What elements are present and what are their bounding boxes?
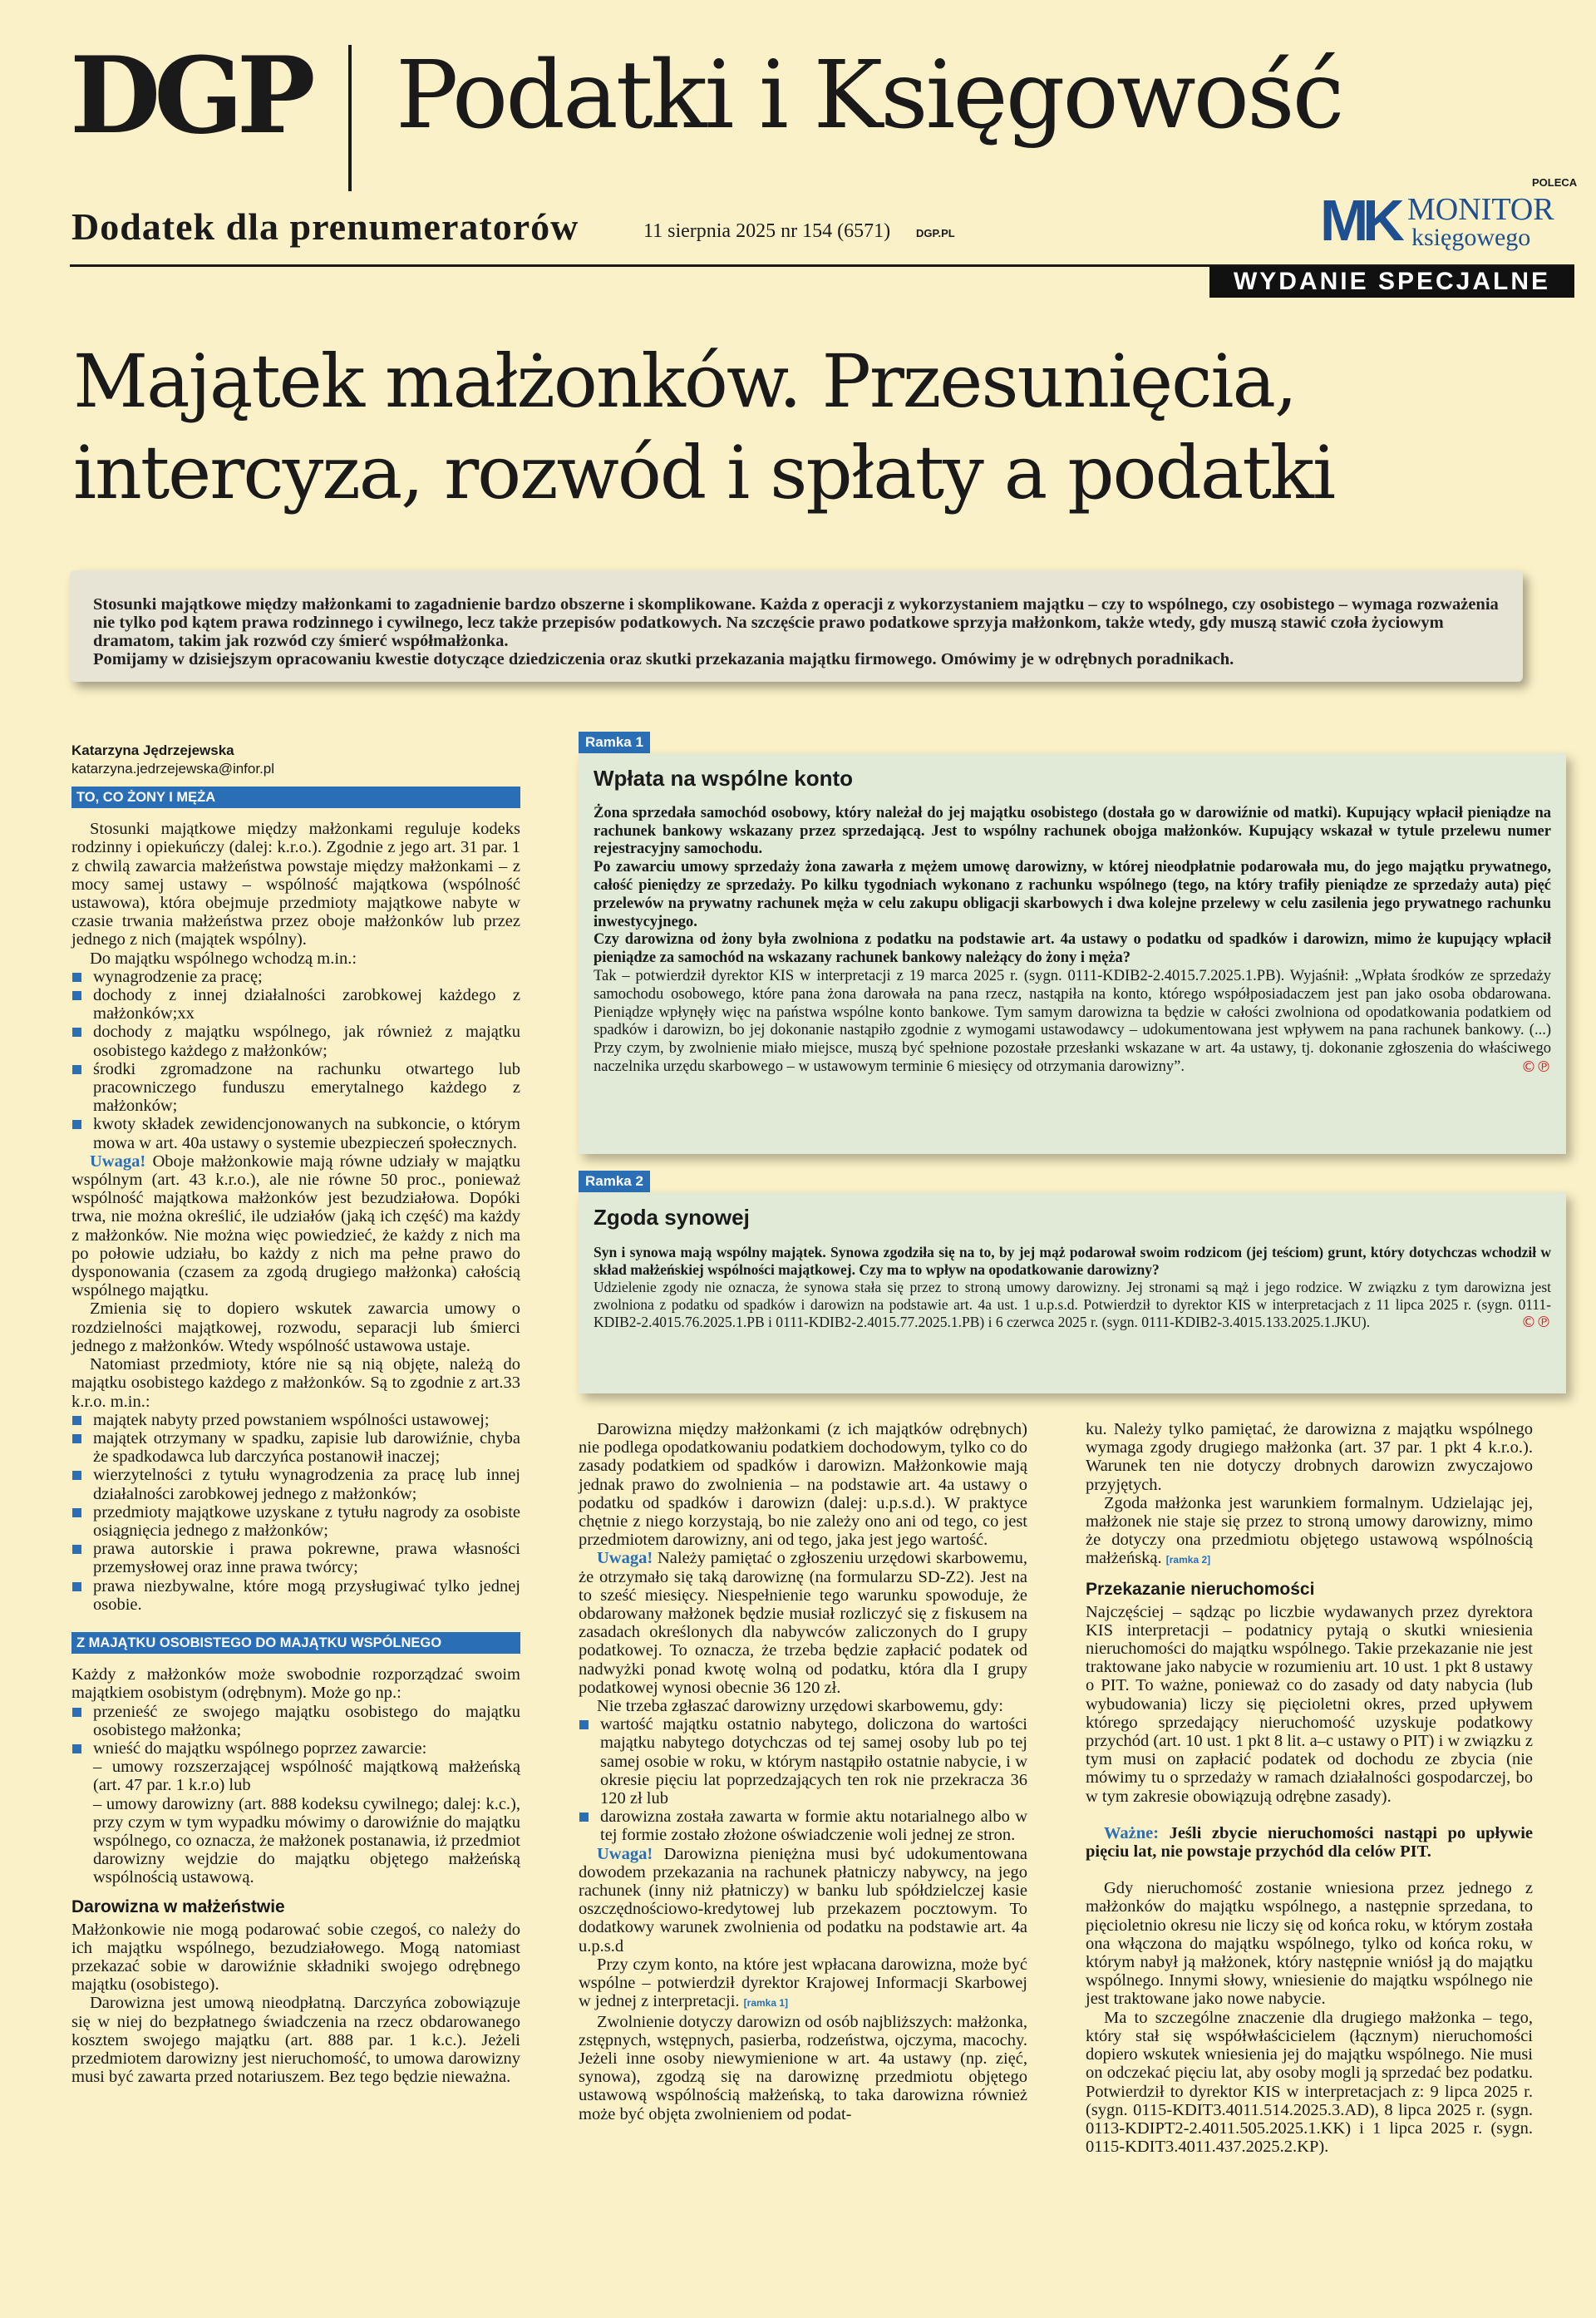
paragraph [579, 1956, 1027, 2013]
paragraph: Małżonkowie nie mogą podarować sobie czegoś, co należy do ich majątku wspólnego, bezudziałowego. Mogą natomiast przekazać sobie w darowiźnie składniki swojego odrębnego majątku (osobistego). [71, 1920, 520, 1995]
section-header: TO, CO ŻONY I MĘŻA [71, 787, 520, 808]
important-text: Jeśli zbycie nieruchomości nastąpi po upływie pięciu lat, nie powstaje przychód dla celów PIT. [1086, 1823, 1533, 1862]
list-item: prawa niezbywalne, które mogą przysługiwać tylko jednej osobie. [71, 1577, 520, 1614]
headline-line-1: Majątek małżonków. Przesunięcia, [73, 338, 1296, 424]
note-label: Uwaga! [90, 1152, 146, 1171]
bullet-list [71, 968, 520, 1152]
bullet-list [71, 1411, 520, 1614]
paragraph: Zmienia się to dopiero wskutek zawarcia umowy o rozdzielności majątkowej, rozwodu, separacji lub śmierci jednego z małżonków. Wtedy wspólność ustawowa ustaje. [71, 1300, 520, 1355]
dgp-logo: DGP [70, 34, 309, 157]
sub-item: – umowy darowizny (art. 888 kodeksu cywilnego; dalej: k.c.), przy czym w tym wypadku mówimy o darowiźnie do majątku wspólnego, co oznacza, że małżonek postanawia, iż przedmiot darowizny wejdzie do majątku objętego małżeńską wspólnością ustawową. [93, 1794, 520, 1887]
monitor-logo-line2: księgowego [1411, 224, 1531, 251]
masthead-divider [348, 45, 352, 191]
list-item: przedmioty majątkowe uzyskane z tytułu nagrody za osobiste osiągnięcia jednego z małżonków; [71, 1503, 520, 1540]
note-paragraph [71, 1152, 520, 1300]
box-1-answer-text: Tak – potwierdził dyrektor KIS w interpretacji z 19 marca 2025 r. (sygn. 0111-KDIB2-2.4015.7.2025.1.PB). Wyjaśnił: „Wpłata środków ze sprzedaży samochodu osobowego, które pana żona darowała na pana rzecz, nastąpiła na konto, którego współposiadaczem jest pan jako osoba obdarowana. Pieniądze wpłynęły więc na państwa wspólne konto bankowe. Tym samym darowizna ta będzie w całości zwolniona od opodatkowania podatkiem od spadków i darowizn, bo jej dokonanie nastąpiło zgodnie z wymogami ustawodawcy – udokumentowana jest wpływem na pana rachunek bankowy. (...) Przy czym, by zwolnienie miało miejsce, muszą być spełnione pozostałe przesłanki wskazane w art. 4a ustawy, tj. dokonanie zgłoszenia do właściwego naczelnika urzędu skarbowego – w ustawowym terminie 6 miesięcy od otrzymania darowizny”. [594, 967, 1551, 1075]
bullet-list [579, 1715, 1027, 1844]
subheading: Darowizna w małżeństwie [71, 1896, 285, 1916]
list-item: dochody z innej działalności zarobkowej każdego z małżonków;xx [71, 986, 520, 1023]
author-block [71, 742, 520, 778]
issue-info: 11 sierpnia 2025 nr 154 (6571) [643, 220, 891, 242]
lead-paragraph-1: Stosunki majątkowe między małżonkami to zagadnienie bardzo obszerne i skomplikowane. Każda z operacji z wykorzystaniem majątku – czy to wspólnego, czy osobistego – wymaga rozważenia nie tylko pod kątem prawa rodzinnego i cywilnego, lecz także przepisów podatkowych. Na szczęście prawo podatkowe sprzyja małżonkom, także wtedy, gdy muszą stawić czoła życiowym dramatom, takim jak rozwód czy śmierć współmałżonka. [93, 595, 1499, 650]
paragraph: Nie trzeba zgłaszać darowizny urzędowi skarbowemu, gdy: [597, 1697, 1003, 1716]
box-2-title: Zgoda synowej [594, 1205, 750, 1230]
list-item: wynagrodzenie za pracę; [71, 968, 520, 986]
note-paragraph [579, 1845, 1027, 1956]
note-text: Oboje małżonkowie mają równe udziały w majątku wspólnym (art. 43 k.r.o.), ale nie równe 50 proc., ponieważ wspólność majątkowa małżonków jest bezudziałowa. Dopóki trwa, nie można określić, ile udziałów (jaką ich część) ma każdy z małżonków. Nie można więc powiedzieć, że każdy z nich ma po połowie udziału, bo każdy z nich ma pełne prawo do dysponowania (czasem za zgodą drugiego małżonka) całością wspólnego majątku. [71, 1152, 520, 1300]
paragraph-text: Zgoda małżonka jest warunkiem formalnym. Udzielając jej, małżonek nie staje się przez to stroną umowy darowizny, mimo że dotyczy ona przedmiotu objętego ustawową wspólnością małżeńską. [1086, 1493, 1533, 1568]
paragraph: Każdy z małżonków może swobodnie rozporządzać swoim majątkiem osobistym (odrębnym). Może go np.: [71, 1665, 520, 1703]
paragraph [1086, 1494, 1533, 1570]
list-item: majątek nabyty przed powstaniem wspólności ustawowej; [71, 1411, 520, 1429]
author-name: Katarzyna Jędrzejewska [71, 742, 234, 758]
box-1-question: Po zawarciu umowy sprzedaży żona zawarła z mężem umowę darowizny, w której nieodpłatnie podarowała mu, do jego majątku prywatnego, całość pieniędzy ze sprzedaży. Po kilku tygodniach wykonano z rachunku wspólnego (tego, na który trafiły pieniądze ze sprzedaży auta) pięć przelewów na prywatny rachunek męża w celu zakupu obligacji skarbowych i dwa kolejne przelewy w celu zasilenia jego prywatnego rachunku inwestycyjnego. [594, 859, 1551, 930]
list-item: prawa autorskie i prawa pokrewne, prawa własności przemysłowej oraz inne prawa twórcy; [71, 1540, 520, 1576]
list-item: środki zgromadzone na rachunku otwartego lub pracowniczego funduszu emerytalnego każdego z małżonków; [71, 1060, 520, 1116]
supplement-label: Dodatek dla prenumeratorów [71, 205, 579, 248]
lead-box [70, 570, 1523, 682]
box-2-tag: Ramka 2 [579, 1171, 650, 1192]
paragraph: Natomiast przedmioty, które nie są nią objęte, należą do majątku osobistego każdego z małżonków. Są to zgodnie z art.33 k.r.o. m.in.: [71, 1355, 520, 1411]
copyright-icon: ©℗ [1521, 1058, 1551, 1076]
paragraph: Najczęściej – sądząc po liczbie wydawanych przez dyrektora KIS interpretacji – podatnicy pytają o skutki wniesienia nieruchomości do majątku wspólnego. Takie przekazanie nie jest traktowane jako nabycie w rozumieniu art. 10 ust. 1 pkt 8 ustawy o PIT. To ważne, ponieważ co do zasady od daty nabycia (lub wybudowania) liczy się pięcioletni okres, przed upływem którego sprzedający nieruchomość uzyskuje podatkowy przychód (art. 10 ust. 1 pkt 8 lit. a–c ustawy o PIT) i w związku z tym musi on zapłacić podatek od dochodu ze zbycia (nie mówimy tu o sprzedaży w ramach działalności gospodarczej, bo w tym zakresie obowiązują odrębne zasady). [1086, 1602, 1533, 1806]
lead-paragraph-2: Pomijamy w dzisiejszym opracowaniu kwestie dotyczące dziedziczenia oraz skutki przekazania majątku firmowego. Omówimy je w odrębnych poradnikach. [93, 650, 1234, 668]
box-1-answer [594, 968, 1551, 1077]
list-item: wnieść do majątku wspólnego poprzez zawarcie: [71, 1739, 520, 1758]
column-3 [1086, 1420, 1533, 2156]
box-1-question: Czy darowizna od żony była zwolniona z podatku na podstawie art. 4a ustawy o podatku od spadków i darowizn, mimo że kupujący wpłacił pieniądze za samochód na wskazany rachunek bankowy należący do żony i męża? [594, 931, 1551, 967]
section-header: Z MAJĄTKU OSOBISTEGO DO MAJĄTKU WSPÓLNEGO [71, 1632, 520, 1654]
list-item: przenieść ze swojego majątku osobistego do majątku osobistego małżonka; [71, 1703, 520, 1739]
copyright-icon: ©℗ [1521, 1313, 1551, 1331]
box-1-title: Wpłata na wspólne konto [594, 766, 854, 791]
box-1-reference[interactable]: [ramka 1] [743, 1997, 789, 2010]
list-item: wartość majątku ostatnio nabytego, doliczona do wartości majątku nabytego dotychczas od tej samej osoby lub po tej samej osobie w roku, w którym nastąpiło ostatnie nabycie, i w okresie pięciu lat poprzedzających ten rok nie przekracza 36 120 zł lub [579, 1715, 1027, 1808]
paragraph: Zwolnienie dotyczy darowizn od osób najbliższych: małżonka, zstępnych, wstępnych, pasierba, rodzeństwa, ojczyma, macochy. Jeżeli inne osoby niewymienione w art. 4a ustawy (np. zięć, synowa), zgodzą się na darowiznę przedmiotu objętego ustawową wspólnością małżeńską, to taka darowizna również może być objęta zwolnieniem od podat- [579, 2012, 1027, 2123]
list-item: darowizna została zawarta w formie aktu notarialnego albo w tej formie zostało złożone oświadczenie woli jednej ze stron. [579, 1808, 1027, 1844]
box-2-answer [594, 1279, 1551, 1331]
note-label: Uwaga! [597, 1844, 653, 1863]
box-1 [579, 753, 1566, 1154]
box-2-answer-text: Udzielenie zgody nie oznacza, że synowa stała się przez to stroną umowy darowizny. Jej stronami są mąż i jego rodzice. W związku z tym darowizna jest zwolniona z podatku od spadków i darowizn na podstawie art. 4a ust. 1 u.p.s.d. Potwierdził to dyrektor KIS w interpretacjach z 11 lipca 2025 r. (sygn. 0111-KDIB2-2.4015.76.2025.1.PB i 0111-KDIB2-2.4015.77.2025.1.PB) i 6 czerwca 2025 r. (sygn. 0111-KDIB2-3.4015.133.2025.1.JKU). [594, 1278, 1551, 1330]
site-label: DGP.PL [916, 227, 955, 239]
column-1 [71, 742, 520, 2086]
bullet-list [71, 1703, 520, 1758]
column-2 [579, 1420, 1027, 2123]
author-email[interactable]: katarzyna.jedrzejewska@infor.pl [71, 761, 275, 777]
paragraph: Do majątku wspólnego wchodzą m.in.: [90, 949, 357, 968]
list-item: majątek otrzymany w spadku, zapisie lub darowiźnie, chyba że spadkodawca lub darczyńca postanowił inaczej; [71, 1429, 520, 1466]
list-item: kwoty składek zewidencjonowanych na subkoncie, o którym mowa w art. 40a ustawy o systemie ubezpieczeń społecznych. [71, 1115, 520, 1152]
paragraph: Stosunki majątkowe między małżonkami reguluje kodeks rodzinny i opiekuńczy (dalej: k.r.o.). Zgodnie z jego art. 31 par. 1 z chwilą zawarcia małżeństwa powstaje między małżonkami – z mocy samej ustawy – wspólność majątkowa (wspólność ustawowa), która obejmuje przedmioty majątkowe nabyte w czasie trwania małżeństwa przez oboje małżonków lub przez jednego z nich (majątek wspólny). [71, 820, 520, 949]
headline [73, 336, 1569, 519]
list-item: wierzytelności z tytułu wynagrodzenia za pracę lub innej działalności zarobkowej jednego z małżonków; [71, 1466, 520, 1502]
publication-title: Podatki i Księgowość [396, 42, 1342, 150]
special-edition-badge: WYDANIE SPECJALNE [1209, 266, 1574, 298]
important-note [1086, 1824, 1533, 1861]
box-2-question: Syn i synowa mają wspólny majątek. Synowa zgodziła się na to, by jej mąż podarował swoim rodzicom (jej teściom) grunt, który dotychczas wchodził w skład małżeńskiej wspólności majątkowej. Czy ma to wpływ na opodatkowanie darowizny? [594, 1243, 1551, 1278]
paragraph: Ma to szczególne znaczenie dla drugiego małżonka – tego, który stał się współwłaścicielem (łącznym) nieruchomości dopiero wskutek wniesienia jej do majątku wspólnego. Nie musi on odczekać pięciu lat, aby osoby mogli ją sprzedać bez podatku. Potwierdził to dyrektor KIS w interpretacjach z: 9 lipca 2025 r. (sygn. 0115-KDIT3.4011.514.2025.3.AD), 8 lipca 2025 r. (sygn. 0113-KDIPT2-2.4011.505.2025.1.KK) i 1 lipca 2025 r. (sygn. 0115-KDIT3.4011.437.2025.2.KP). [1086, 2008, 1533, 2157]
box-2 [579, 1192, 1566, 1393]
subheading: Przekazanie nieruchomości [1086, 1579, 1315, 1599]
paragraph: Gdy nieruchomość zostanie wniesiona przez jednego z małżonków do majątku wspólnego, a następnie sprzedana, to pięcioletnio okresu nie liczy się od końca roku, w którym została ona włączona do majątku wspólnego, tylko od końca roku, w którym nabył ją małżonek, który następnie wniósł ją do majątku wspólnego. Innymi słowy, wniesienie do majątku wspólnego nie jest traktowane jako nowe nabycie. [1086, 1879, 1533, 2009]
monitor-logo-line1: MONITOR [1407, 192, 1554, 227]
headline-line-2: intercyza, rozwód i spłaty a podatki [73, 430, 1335, 515]
note-label: Uwaga! [597, 1549, 653, 1568]
box-1-tag: Ramka 1 [579, 732, 650, 753]
paragraph: Darowizna między małżonkami (z ich majątków odrębnych) nie podlega opodatkowaniu podatkiem dochodowym, tylko co do zasady podatkiem od spadków i darowizn. Małżonkowie mają jednak prawo do zwolnienia – na podstawie art. 4a ustawy o podatku od spadków i darowizn (dalej: u.p.s.d.). W praktyce chętnie z niego korzystają, bo nie zależy ono ani od tego, co jest przedmiotem darowizny, ani od tego, jaka jest jego wartość. [579, 1420, 1027, 1550]
note-text: Należy pamiętać o zgłoszeniu urzędowi skarbowemu, że otrzymało się taką darowiznę (na formularzu SD-Z2). Jest na to sześć miesięcy. Niespełnienie tego warunku spowoduje, że obdarowany małżonek będzie musiał rozliczyć się z fiskusem na zasadach określonych dla nabywców zaliczonych do I grupy podatkowej. To oznacza, że trzeba będzie zapłacić podatek od nadwyżki ponad kwotę wolną od podatku, która dla I grupy podatkowej wynosi obecnie 36 120 zł. [579, 1549, 1027, 1697]
list-item: dochody z majątku wspólnego, jak również z majątku osobistego każdego z małżonków; [71, 1023, 520, 1059]
important-label: Ważne: [1104, 1823, 1160, 1842]
note-text: Darowizna pieniężna musi być udokumentowana dowodem przekazania na rachunek płatniczy nabywcy, na jego rachunek (inny niż płatniczy) w banku lub spółdzielczej kasie oszczędnościowo-kredytowej lub przekazem pocztowym. To dodatkowy warunek zwolnienia od podatku na podstawie art. 4a u.p.s.d [579, 1844, 1027, 1956]
sub-item: – umowy rozszerzającej wspólność majątkową małżeńską (art. 47 par. 1 k.r.o) lub [93, 1758, 520, 1795]
monitor-logo-mark: MK [1320, 188, 1399, 253]
recommends-label: POLECA [1532, 176, 1578, 189]
box-2-reference[interactable]: [ramka 2] [1165, 1554, 1211, 1566]
box-1-question: Żona sprzedała samochód osobowy, który należał do jej majątku osobistego (dostała go w darowiźnie od matki). Kupujący wpłacił pieniądze na rachunek bankowy wskazany przez sprzedającą. Jest to wspólny rachunek obojga małżonków. Kupujący wskazał w tytule przelewu numer rejestracyjny samochodu. [594, 804, 1551, 858]
paragraph: Darowizna jest umową nieodpłatną. Darczyńca zobowiązuje się w niej do bezpłatnego świadczenia na rzecz obdarowanego kosztem swojego majątku (art. 888 par. 1 k.c.). Jeżeli przedmiotem darowizny jest nieruchomość, to umowa darowizny musi być zawarta przed notariuszem. Bez tego będzie nieważna. [71, 1994, 520, 2087]
paragraph-text: Przy czym konto, na które jest wpłacana darowizna, może być wspólne – potwierdził dyrektor Krajowej Informacji Skarbowej w jednej z interpretacji. [579, 1955, 1027, 2011]
paragraph: ku. Należy tylko pamiętać, że darowizna z majątku wspólnego wymaga zgody drugiego małżonka (art. 37 par. 1 pkt 4 k.r.o.). Warunek ten nie dotyczy drobnych darowizn zwyczajowo przyjętych. [1086, 1420, 1533, 1494]
note-paragraph [579, 1549, 1027, 1697]
